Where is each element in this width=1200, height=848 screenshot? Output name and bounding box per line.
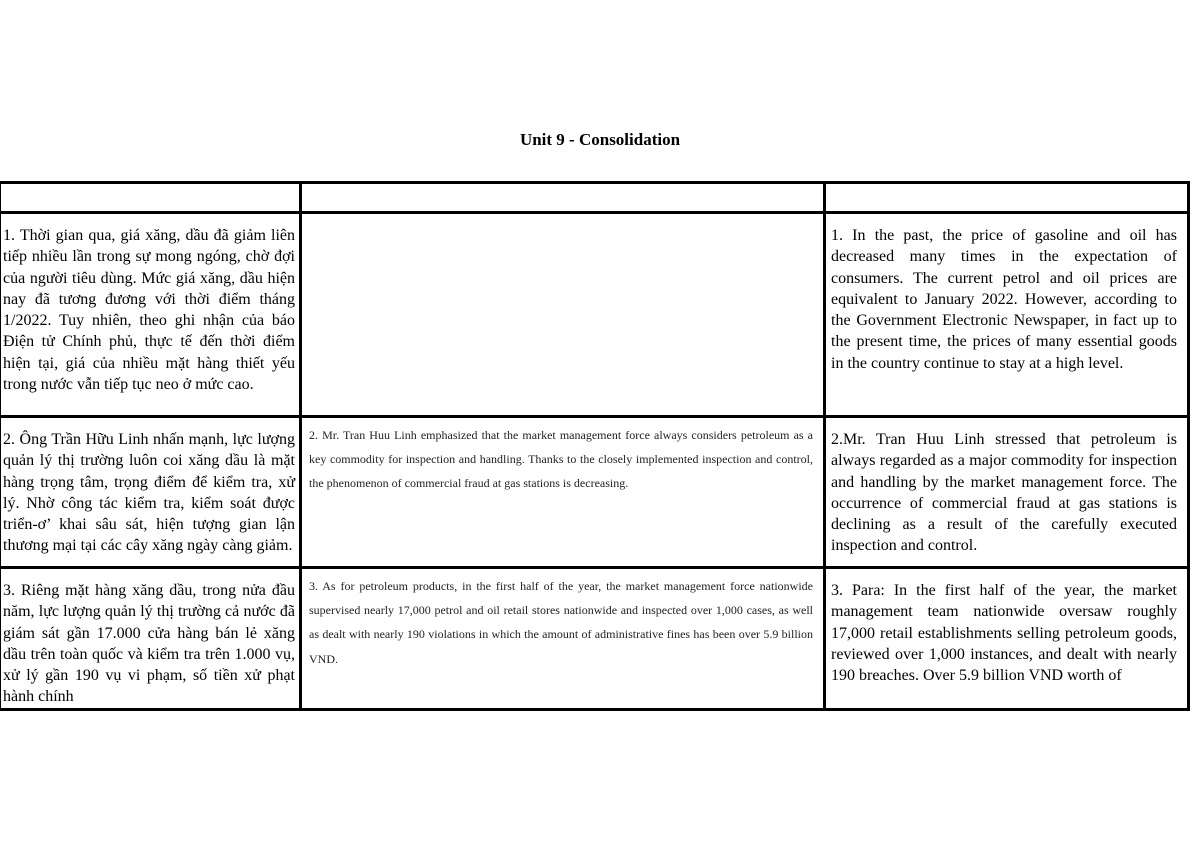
vietnamese-source-cell <box>0 213 301 417</box>
machine-translation-cell <box>301 213 825 417</box>
machine-translation-cell <box>301 568 825 710</box>
table-row <box>0 417 1189 568</box>
table-header-row <box>0 183 1189 213</box>
header-cell-human-translation <box>825 183 1189 213</box>
vietnamese-source-cell <box>0 568 301 710</box>
machine-translation-cell <box>301 417 825 568</box>
header-cell-machine-translation <box>301 183 825 213</box>
page-title: Unit 9 - Consolidation <box>519 130 681 149</box>
machine-translation-text <box>302 214 823 219</box>
vietnamese-source-cell <box>0 417 301 568</box>
table-row <box>0 213 1189 417</box>
vietnamese-source-text: 1. Thời gian qua, giá xăng, dầu đã giảm liên tiếp nhiều lần trong sự mong ngóng, chờ đợi của người tiêu dùng. Mức giá xăng, dầu hiện nay đã tương đương với thời điểm tháng 1/2022. Tuy nhiên, theo ghi nhận của báo Điện tử Chính phủ, thực tế đến thời điểm hiện tại, giá của nhiều mặt hàng thiết yếu trong nước vẫn tiếp tục neo ở mức cao. <box>3 227 295 394</box>
human-translation-cell <box>825 213 1189 417</box>
vietnamese-source-text: 3. Riêng mặt hàng xăng dầu, trong nửa đầu năm, lực lượng quản lý thị trường cả nước đã giám sát gần 17.000 cửa hàng bán lẻ xăng dầu trên toàn quốc và kiểm tra trên 1.000 vụ, xử lý gần 190 vụ vi phạm, số tiền xử phạt hành chính <box>3 582 295 706</box>
vietnamese-source-text: 2. Ông Trần Hữu Linh nhấn mạnh, lực lượng quản lý thị trường luôn coi xăng dầu là mặt hàng trọng tâm, trọng điểm để kiểm tra, xử lý. Nhờ công tác kiểm tra, kiểm soát được triển-ơ’ khai sâu sát, hiện tượng gian lận thương mại tại các cây xăng ngày càng giảm. <box>3 431 295 555</box>
table-row <box>0 568 1189 710</box>
human-translation-text: 2.Mr. Tran Huu Linh stressed that petroleum is always regarded as a major commodity for inspection and handling by the market management force. The occurrence of commercial fraud at gas stations is declining as a result of the carefully executed inspection and control. <box>831 431 1177 555</box>
machine-translation-text: 3. As for petroleum products, in the first half of the year, the market management force nationwide supervised nearly 17,000 petrol and oil retail stores nationwide and inspected over 1,000 cases, as well as dealt with nearly 190 violations in which the amount of administrative fines has been over 5.9 billion VND. <box>309 579 813 666</box>
human-translation-text: 3. Para: In the first half of the year, the market management team nationwide oversaw roughly 17,000 retail establishments selling petroleum goods, reviewed over 1,000 instances, and dealt with nearly 190 breaches. Over 5.9 billion VND worth of <box>831 582 1177 685</box>
machine-translation-text: 2. Mr. Tran Huu Linh emphasized that the market management force always considers petroleum as a key commodity for inspection and handling. Thanks to the closely implemented inspection and control, the phenomenon of commercial fraud at gas stations is decreasing. <box>309 428 813 491</box>
human-translation-cell <box>825 568 1189 710</box>
human-translation-cell <box>825 417 1189 568</box>
header-cell-vietnamese <box>0 183 301 213</box>
translation-table <box>0 181 1190 711</box>
human-translation-text: 1. In the past, the price of gasoline and oil has decreased many times in the expectation of consumers. The current petrol and oil prices are equivalent to January 2022. However, according to the Government Electronic Newspaper, in fact up to the present time, the prices of many essential goods in the country continue to stay at a high level. <box>831 227 1177 372</box>
